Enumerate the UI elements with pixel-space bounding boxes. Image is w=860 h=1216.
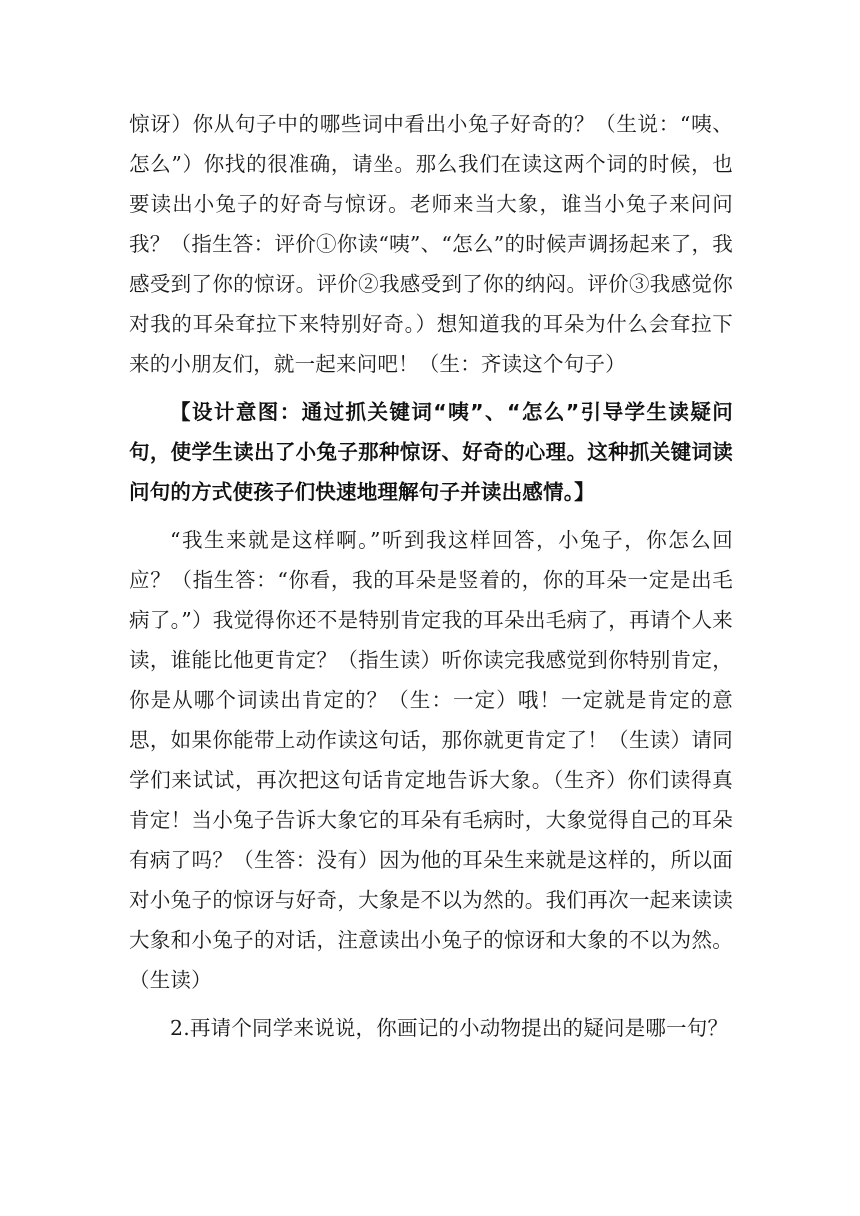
- paragraph-continuation: 惊讶）你从句子中的哪些词中看出小兔子好奇的？（生说：“咦、怎么”）你找的很准确，请坐。那么我们在读这两个词的时候，也要读出小兔子的好奇与惊讶。老师来当大象，谁当小兔子来问问我？（指生答：评价①你读“咦”、“怎么”的时候声调扬起来了，我感受到了你的惊讶。评价②我感受到了你的纳闷。评价③我感觉你对我的耳朵耷拉下来特别好奇。）想知道我的耳朵为什么会耷拉下来的小朋友们，就一起来问吧！（生：齐读这个句子）: [129, 112, 733, 376]
- numbered-question-paragraph: 2.再请个同学来说说，你画记的小动物提出的疑问是哪一句？: [170, 1016, 729, 1040]
- document-body: [129, 104, 733, 1056]
- dialogue-paragraph: “我生来就是这样啊。”听到我这样回答，小兔子，你怎么回应？（指生答：“你看，我的耳朵是竖着的，你的耳朵一定是出毛病了。”）我觉得你还不是特别肯定我的耳朵出毛病了，再请个人来读，谁能比他更肯定？（指生读）听你读完我感觉到你特别肯定，你是从哪个词读出肯定的？（生：一定）哦！一定就是肯定的意思，如果你能带上动作读这句话，那你就更肯定了！（生读）请同学们来试试，再次把这句话肯定地告诉大象。（生齐）你们读得真肯定！当小兔子告诉大象它的耳朵有毛病时，大象觉得自己的耳朵有病了吗？（生答：没有）因为他的耳朵生来就是这样的，所以面对小兔子的惊讶与好奇，大象是不以为然的。我们再次一起来读读大象和小兔子的对话，注意读出小兔子的惊讶和大象的不以为然。（生读）: [129, 528, 733, 992]
- design-intent-paragraph: 【设计意图：通过抓关键词“咦”、“怎么”引导学生读疑问句，使学生读出了小兔子那种惊讶、好奇的心理。这种抓关键词读问句的方式使孩子们快速地理解句子并读出感情。】: [129, 400, 733, 504]
